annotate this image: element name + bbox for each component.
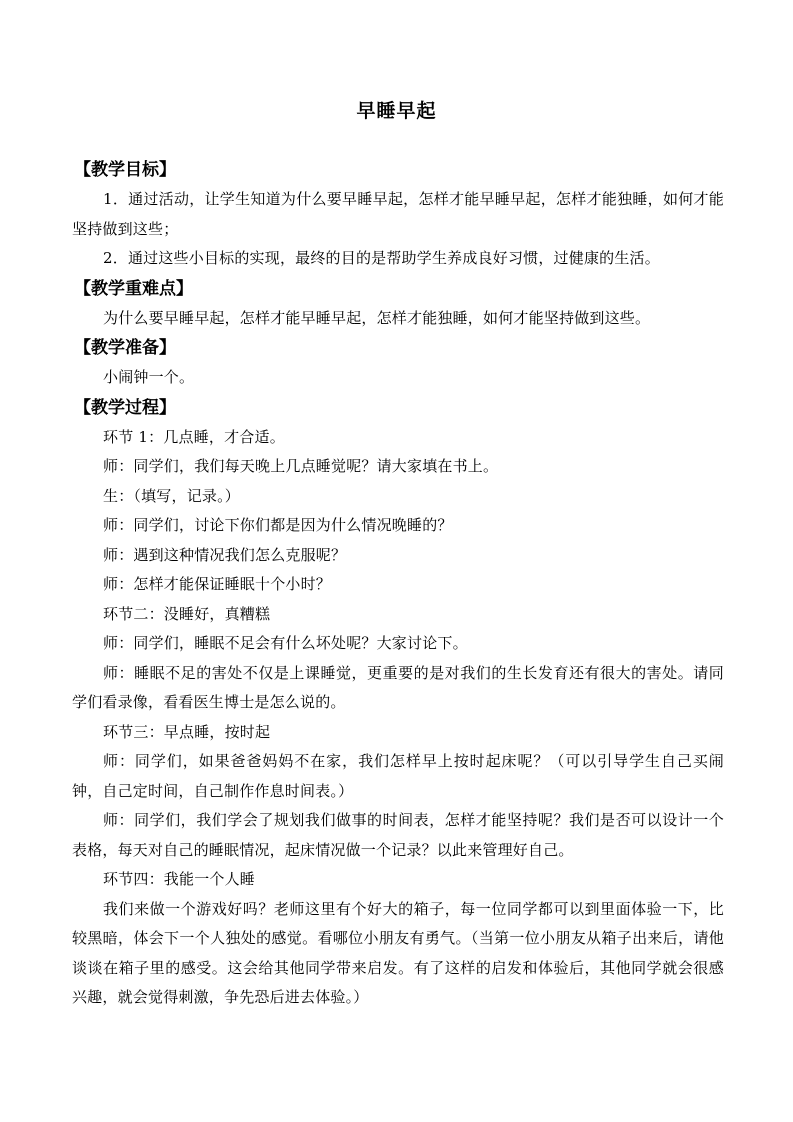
- paragraph: 小闹钟一个。: [103, 368, 195, 386]
- paragraph: 师：同学们，我们学会了规划我们做事的时间表，怎样才能坚持呢？我们是否可以设计一个表格，每天对自己的睡眠情况，起床情况做一个记录？以此来管理好自己。: [72, 811, 724, 859]
- document-body: [72, 155, 724, 1013]
- paragraph: 2．通过这些小目标的实现，最终的目的是帮助学生养成良好习惯，过健康的生活。: [103, 249, 660, 267]
- paragraph: 环节二：没睡好，真糟糕: [103, 604, 271, 623]
- paragraph: 环节三：早点睡，按时起: [103, 722, 271, 741]
- section-heading-objectives: 【教学目标】: [74, 160, 176, 180]
- section-heading-preparation: 【教学准备】: [74, 338, 176, 358]
- paragraph: 师：睡眠不足的害处不仅是上课睡觉，更重要的是对我们的生长发育还有很大的害处。请同学们看录像，看看医生博士是怎么说的。: [72, 663, 724, 711]
- section-heading-key-points: 【教学重难点】: [74, 278, 193, 299]
- paragraph: 1．通过活动，让学生知道为什么要早睡早起，怎样才能早睡早起，怎样才能独睡，如何才能坚持做到这些；: [72, 190, 724, 238]
- paragraph: 师：同学们，讨论下你们都是因为什么情况晚睡的？: [103, 516, 453, 534]
- paragraph: 生：（填写，记录。）: [103, 486, 241, 505]
- paragraph: 师：同学们，睡眠不足会有什么坏处呢？大家讨论下。: [103, 634, 468, 652]
- paragraph: 环节 1：几点睡，才合适。: [103, 427, 285, 446]
- paragraph: 师：同学们，我们每天晚上几点睡觉呢？请大家填在书上。: [103, 457, 499, 475]
- paragraph: 我们来做一个游戏好吗？老师这里有个好大的箱子，每一位同学都可以到里面体验一下，比较黑暗，体会下一个人独处的感觉。看哪位小朋友有勇气。（当第一位小朋友从箱子出来后，请他谈谈在箱子里的感受。这会给其他同学带来启发。有了这样的启发和体验后，其他同学就会很感兴趣，就会觉得刺激，争先恐后进去体验。）: [72, 899, 724, 1006]
- paragraph: 师：怎样才能保证睡眠十个小时？: [103, 575, 332, 593]
- paragraph: 师：遇到这种情况我们怎么克服呢？: [103, 545, 347, 564]
- paragraph: 环节四：我能一个人睡: [103, 870, 256, 888]
- paragraph: 师：同学们，如果爸爸妈妈不在家，我们怎样早上按时起床呢？（可以引导学生自己买闹钟，自己定时间，自己制作作息时间表。）: [72, 752, 724, 800]
- paragraph: 为什么要早睡早起，怎样才能早睡早起，怎样才能独睡，如何才能坚持做到这些。: [103, 308, 651, 327]
- page-title: 早睡早起: [356, 100, 437, 122]
- section-heading-process: 【教学过程】: [74, 397, 176, 418]
